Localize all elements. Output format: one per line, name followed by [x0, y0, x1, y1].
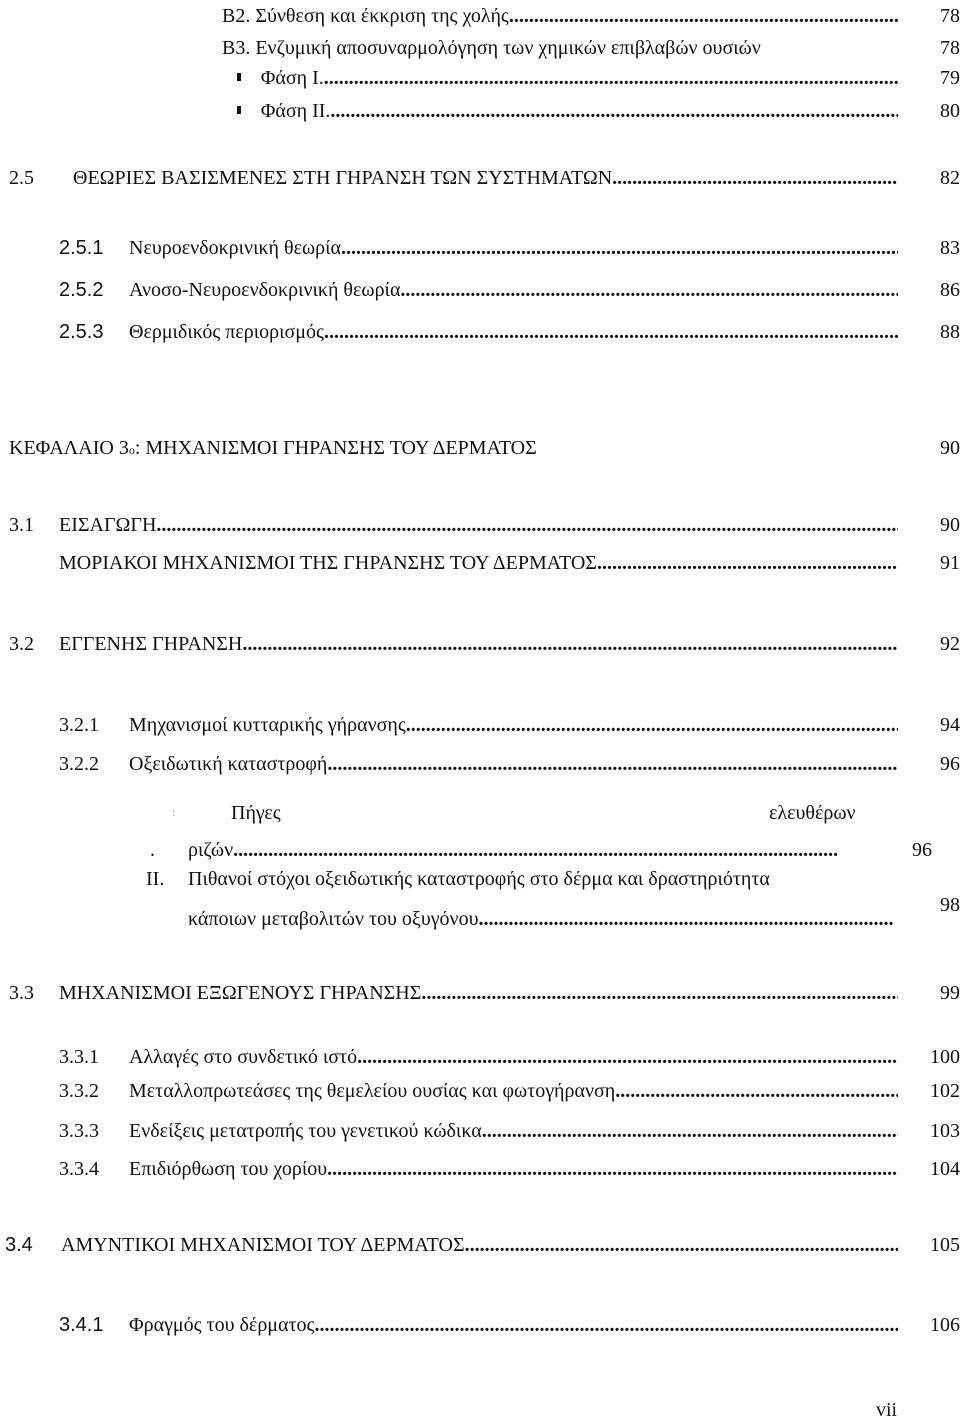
- toc-title: Μεταλλοπρωτεάσες της θεμελείου ουσίας και φωτογήρανση: [129, 1080, 616, 1102]
- toc-page: 92: [940, 633, 960, 655]
- chapter-superscript: ο: [128, 443, 135, 457]
- toc-entry-molecular: [59, 551, 898, 575]
- toc-entry-2-5-1: [59, 236, 898, 260]
- toc-page: 91: [940, 552, 960, 574]
- toc-leader: [156, 513, 898, 537]
- list-marker: .: [150, 839, 155, 861]
- toc-leader: [314, 1313, 898, 1337]
- toc-entry-b2: [222, 4, 898, 28]
- toc-leader: [357, 1045, 898, 1069]
- toc-title: ΕΓΓΕΝΗΣ ΓΗΡΑΝΣΗ: [59, 633, 243, 655]
- toc-page: 102: [930, 1080, 960, 1102]
- toc-leader: [327, 752, 898, 776]
- toc-page: 104: [930, 1158, 960, 1180]
- chapter-title: : ΜΗΧΑΝΙΣΜΟΙ ΓΗΡΑΝΣΗΣ ΤΟΥ ΔΕΡΜΑΤΟΣ: [134, 437, 537, 459]
- toc-page: 96: [940, 753, 960, 775]
- section-number: 3.3: [9, 982, 34, 1004]
- toc-page: 94: [940, 714, 960, 736]
- section-number: 3.3.1: [59, 1046, 99, 1068]
- toc-word: ελευθέρων: [769, 802, 856, 824]
- toc-entry-radicals: [150, 838, 838, 862]
- chapter-prefix: ΚΕΦΑΛΑΙΟ 3: [9, 437, 129, 459]
- section-number: 3.1: [9, 514, 34, 536]
- toc-title: Ανοσο-Νευροενδοκρινική θεωρία: [129, 279, 401, 301]
- toc-page: 90: [940, 437, 960, 459]
- section-number: 2.5.3: [59, 321, 104, 343]
- toc-entry-3-3-2: [59, 1079, 898, 1103]
- toc-entry-phase-1: [237, 66, 898, 90]
- toc-title: ΜΗΧΑΝΙΣΜΟΙ ΕΞΩΓΕΝΟΥΣ ΓΗΡΑΝΣΗΣ: [59, 982, 422, 1004]
- toc-title: Β3. Ενζυμική αποσυναρμολόγηση των χημικών επιβλαβών ουσιών: [222, 37, 761, 59]
- toc-leader: [400, 278, 898, 302]
- toc-page: 86: [940, 279, 960, 301]
- toc-title: ΘΕΩΡΙΕΣ ΒΑΣΙΣΜΕΝΕΣ ΣΤΗ ΓΗΡΑΝΣΗ ΤΩΝ ΣΥΣΤΗΜΑΤΩΝ: [73, 167, 613, 189]
- toc-title: ΜΟΡΙΑΚΟΙ ΜΗΧΑΝΙΣΜΟΙ ΤΗΣ ΓΗΡΑΝΣΗΣ ΤΟΥ ΔΕΡΜΑΤΟΣ: [59, 552, 597, 574]
- toc-entry-3-3-4: [59, 1157, 898, 1181]
- toc-entry-3-3-3: [59, 1119, 898, 1143]
- section-number: 2.5: [9, 167, 34, 189]
- square-bullet-icon: [237, 106, 241, 114]
- toc-leader: [612, 166, 898, 190]
- toc-page: 103: [930, 1120, 960, 1142]
- toc-title: Οξειδωτική καταστροφή: [129, 753, 328, 775]
- section-number: 2.5.2: [59, 279, 104, 301]
- toc-title: Β2. Σύνθεση και έκκριση της χολής: [222, 5, 509, 27]
- section-number: 3.3.4: [59, 1158, 99, 1180]
- toc-entry-3-2-1: [59, 713, 898, 737]
- toc-page: 88: [940, 321, 960, 343]
- toc-entry-phase-2: [237, 99, 898, 123]
- toc-page: 78: [940, 5, 960, 27]
- toc-leader: [341, 236, 898, 260]
- toc-entry-3-4-1: [59, 1313, 898, 1337]
- toc-title: ΑΜΥΝΤΙΚΟΙ ΜΗΧΑΝΙΣΜΟΙ ΤΟΥ ΔΕΡΜΑΤΟΣ: [61, 1234, 465, 1256]
- toc-title: Θερμιδικός περιορισμός: [129, 321, 324, 343]
- toc-word: Πήγες: [231, 802, 281, 824]
- toc-leader: [233, 838, 838, 862]
- toc-entry-targets: [146, 867, 770, 891]
- toc-leader: [324, 66, 898, 90]
- section-number: 3.3.2: [59, 1080, 99, 1102]
- chapter-heading: [9, 436, 537, 462]
- toc-page: 80: [940, 100, 960, 122]
- toc-page: 100: [930, 1046, 960, 1068]
- toc-entry-2-5-3: [59, 320, 898, 344]
- section-number: 3.3.3: [59, 1120, 99, 1142]
- toc-leader: [324, 320, 898, 344]
- toc-leader: [479, 907, 895, 931]
- section-number: 3.2: [9, 633, 34, 655]
- toc-leader: [327, 1157, 898, 1181]
- toc-title: Νευροενδοκρινική θεωρία: [129, 237, 341, 259]
- toc-page: 90: [940, 514, 960, 536]
- section-number: 3.2.2: [59, 753, 99, 775]
- section-number: 3.4.1: [59, 1314, 104, 1336]
- toc-entry-3-3-1: [59, 1045, 898, 1069]
- toc-leader: [330, 99, 898, 123]
- toc-leader: [421, 981, 898, 1005]
- toc-title: Φάση ΙΙ.: [260, 100, 331, 122]
- toc-leader: [615, 1079, 898, 1103]
- toc-entry-3-3: [9, 981, 898, 1005]
- toc-entry-b3: [222, 36, 761, 60]
- toc-title: Φάση Ι.: [260, 67, 324, 89]
- toc-page: 79: [940, 67, 960, 89]
- toc-leader: [406, 713, 898, 737]
- toc-leader: [465, 1233, 898, 1257]
- toc-title: κάποιων μεταβολιτών του οξυγόνου: [188, 908, 479, 930]
- toc-leader: [509, 4, 898, 28]
- toc-entry-2-5-2: [59, 278, 898, 302]
- list-number: ΙΙ.: [146, 868, 165, 890]
- toc-page: 105: [930, 1234, 960, 1256]
- toc-page: 106: [930, 1314, 960, 1336]
- page-number: vii: [876, 1399, 898, 1421]
- toc-title: Επιδιόρθωση του χορίου: [129, 1158, 328, 1180]
- square-bullet-icon: [237, 73, 241, 81]
- toc-leader: [482, 1119, 898, 1143]
- section-number: 3.2.1: [59, 714, 99, 736]
- toc-title: Ενδείξεις μετατροπής του γενετικού κώδικα: [129, 1120, 482, 1142]
- toc-title: Φραγμός του δέρματος: [129, 1314, 315, 1336]
- toc-page: 99: [940, 982, 960, 1004]
- toc-page: 82: [940, 167, 960, 189]
- toc-page: 98: [940, 894, 960, 916]
- list-marker: :: [172, 805, 176, 819]
- toc-page: 96: [912, 839, 932, 861]
- toc-title: ριζών: [188, 839, 234, 861]
- toc-entry-3-1: [9, 513, 898, 537]
- toc-entry-3-4: [5, 1233, 898, 1257]
- toc-entry-3-2-2: [59, 752, 898, 776]
- section-number: 3.4: [5, 1234, 33, 1256]
- toc-title: Αλλαγές στο συνδετικό ιστό: [129, 1046, 358, 1068]
- toc-page: 83: [940, 237, 960, 259]
- toc-entry-targets-cont: [188, 907, 894, 931]
- toc-entry-2-5: [9, 166, 898, 190]
- toc-title: Πιθανοί στόχοι οξειδωτικής καταστροφής στο δέρμα και δραστηριότητα: [188, 868, 770, 890]
- toc-title: ΕΙΣΑΓΩΓΗ: [59, 514, 157, 536]
- toc-title: Μηχανισμοί κυτταρικής γήρανσης: [129, 714, 406, 736]
- toc-page: 78: [940, 37, 960, 59]
- toc-entry-3-2: [9, 632, 898, 656]
- toc-leader: [597, 551, 898, 575]
- toc-leader: [242, 632, 898, 656]
- section-number: 2.5.1: [59, 237, 104, 259]
